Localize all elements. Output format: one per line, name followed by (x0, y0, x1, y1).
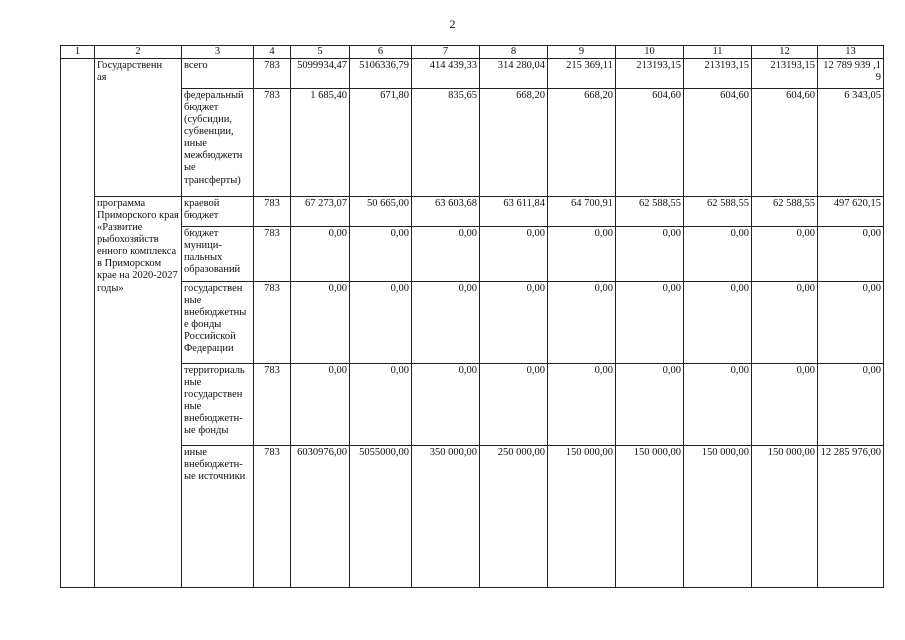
value-cell: 414 439,33 (412, 59, 480, 89)
table-row (61, 227, 884, 282)
table-row (61, 282, 884, 364)
value-cell: 213193,15 (752, 59, 818, 89)
value-cell: 150 000,00 (752, 446, 818, 588)
value-cell: 0,00 (350, 364, 412, 446)
value-cell: 62 588,55 (684, 197, 752, 227)
table-row (61, 446, 884, 588)
funding-source: государствен ные внебюджетны е фонды Российской Федерации (182, 282, 254, 364)
value-cell: 0,00 (684, 364, 752, 446)
value-cell: 0,00 (350, 282, 412, 364)
value-cell: 5099934,47 (291, 59, 350, 89)
column-header: 1 (61, 46, 95, 59)
value-cell: 215 369,11 (548, 59, 616, 89)
column-header: 4 (254, 46, 291, 59)
code-cell: 783 (254, 364, 291, 446)
column-header: 2 (95, 46, 182, 59)
value-cell: 0,00 (291, 282, 350, 364)
value-cell: 150 000,00 (684, 446, 752, 588)
value-cell: 0,00 (480, 227, 548, 282)
value-cell: 5055000,00 (350, 446, 412, 588)
value-cell: 0,00 (350, 227, 412, 282)
funding-source: краевой бюджет (182, 197, 254, 227)
funding-source: иные внебюджетн-ые источники (182, 446, 254, 588)
value-cell: 0,00 (616, 227, 684, 282)
value-cell: 0,00 (616, 364, 684, 446)
funding-source: всего (182, 59, 254, 89)
code-cell: 783 (254, 197, 291, 227)
value-cell: 0,00 (752, 227, 818, 282)
page-number: 2 (449, 17, 456, 31)
program-title-line: ая (97, 72, 107, 84)
funding-source: федеральный бюджет (субсидии, субвенции, иные межбюджетн ые трансферты) (182, 89, 254, 197)
value-cell: 50 665,00 (350, 197, 412, 227)
program-title-line: Государственн (97, 60, 163, 72)
value-cell: 0,00 (291, 227, 350, 282)
column-header: 9 (548, 46, 616, 59)
column-header: 3 (182, 46, 254, 59)
code-cell: 783 (254, 282, 291, 364)
value-cell: 5106336,79 (350, 59, 412, 89)
value-cell: 63 603,68 (412, 197, 480, 227)
column-header: 5 (291, 46, 350, 59)
value-cell: 6 343,05 (818, 89, 884, 197)
value-cell: 64 700,91 (548, 197, 616, 227)
column-header: 11 (684, 46, 752, 59)
value-cell: 604,60 (684, 89, 752, 197)
table-row (61, 89, 884, 197)
value-cell: 0,00 (291, 364, 350, 446)
table-row (61, 197, 884, 227)
value-cell: 835,65 (412, 89, 480, 197)
value-cell: 0,00 (818, 364, 884, 446)
value-cell: 0,00 (752, 282, 818, 364)
column-header: 6 (350, 46, 412, 59)
code-cell: 783 (254, 59, 291, 89)
value-cell: 62 588,55 (616, 197, 684, 227)
budget-table (60, 45, 884, 588)
value-cell: 668,20 (548, 89, 616, 197)
value-cell: 0,00 (412, 227, 480, 282)
value-cell: 0,00 (616, 282, 684, 364)
value-cell: 12 789 939 ,19 (818, 59, 884, 89)
value-cell: 6030976,00 (291, 446, 350, 588)
column-header: 12 (752, 46, 818, 59)
value-cell: 0,00 (548, 227, 616, 282)
code-cell: 783 (254, 227, 291, 282)
value-cell: 314 280,04 (480, 59, 548, 89)
table-row (61, 59, 884, 89)
value-cell: 0,00 (548, 282, 616, 364)
code-cell: 783 (254, 446, 291, 588)
value-cell: 0,00 (684, 227, 752, 282)
value-cell: 63 611,84 (480, 197, 548, 227)
value-cell: 150 000,00 (616, 446, 684, 588)
column-header: 10 (616, 46, 684, 59)
value-cell: 668,20 (480, 89, 548, 197)
column-header: 8 (480, 46, 548, 59)
empty-cell (61, 59, 95, 588)
value-cell: 0,00 (480, 282, 548, 364)
value-cell: 67 273,07 (291, 197, 350, 227)
value-cell: 213193,15 (684, 59, 752, 89)
column-header: 7 (412, 46, 480, 59)
value-cell: 150 000,00 (548, 446, 616, 588)
value-cell: 0,00 (818, 282, 884, 364)
value-cell: 0,00 (480, 364, 548, 446)
program-title-header (95, 59, 182, 197)
table-row (61, 364, 884, 446)
code-cell: 783 (254, 89, 291, 197)
value-cell: 0,00 (818, 227, 884, 282)
value-cell: 604,60 (752, 89, 818, 197)
funding-source: бюджет муници-пальных образований (182, 227, 254, 282)
value-cell: 12 285 976,00 (818, 446, 884, 588)
value-cell: 0,00 (752, 364, 818, 446)
value-cell: 0,00 (412, 282, 480, 364)
value-cell: 497 620,15 (818, 197, 884, 227)
column-number-row (61, 46, 884, 59)
value-cell: 604,60 (616, 89, 684, 197)
column-header: 13 (818, 46, 884, 59)
value-cell: 0,00 (412, 364, 480, 446)
funding-source: территориаль ные государствен ные внебюджетн-ые фонды (182, 364, 254, 446)
value-cell: 671,80 (350, 89, 412, 197)
value-cell: 350 000,00 (412, 446, 480, 588)
value-cell: 250 000,00 (480, 446, 548, 588)
value-cell: 62 588,55 (752, 197, 818, 227)
value-cell: 0,00 (684, 282, 752, 364)
value-cell: 213193,15 (616, 59, 684, 89)
value-cell: 1 685,40 (291, 89, 350, 197)
value-cell: 0,00 (548, 364, 616, 446)
program-title-body: программа Приморского края «Развитие рыбохозяйств енного комплекса в Приморском крае на 2020-2027 годы» (95, 197, 182, 588)
